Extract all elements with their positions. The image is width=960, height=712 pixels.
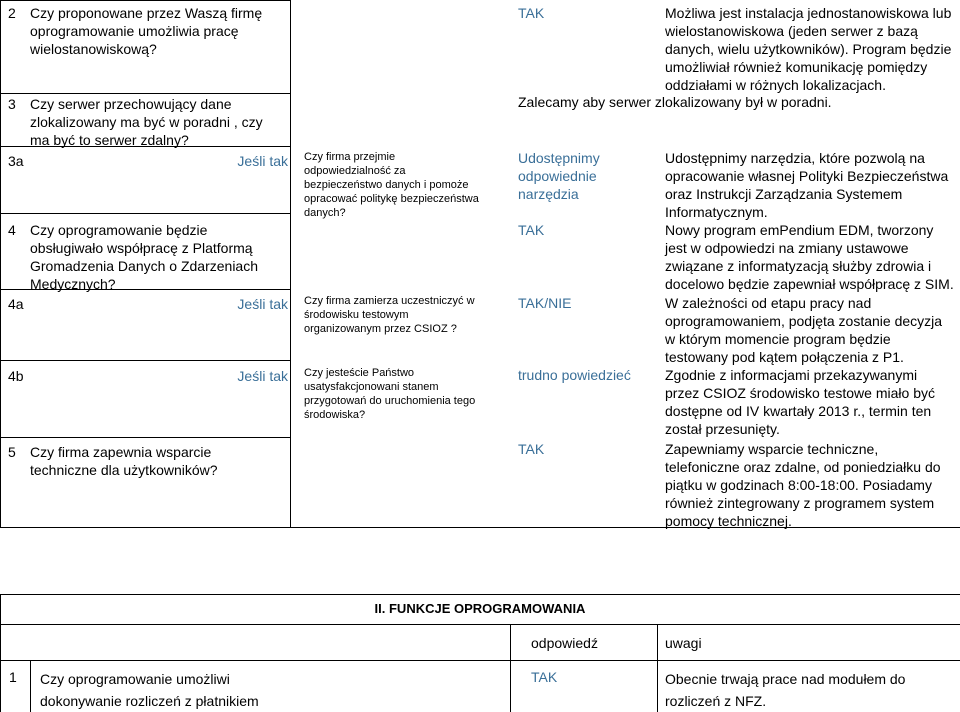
table1-border [290, 0, 291, 527]
table1-border [0, 93, 290, 94]
row-number: 4 [8, 222, 16, 238]
table1-border [0, 360, 290, 361]
table1-border [0, 0, 290, 1]
answer-text: TAK [518, 5, 545, 21]
row-number: 4b [8, 368, 24, 384]
condition-text: Jeśli tak [237, 153, 288, 169]
table1-border [0, 213, 290, 214]
remark-text: Zgodnie z informacjami przekazywanymi przez CSIOZ środowisko testowe miało być dostępne od IV kwartały 2013 r., termin ten został przesunięty. [665, 367, 935, 437]
answer-text: trudno powiedzieć [518, 367, 631, 383]
section-title: II. FUNKCJE OPROGRAMOWANIA [374, 601, 586, 616]
subquestion-text: Czy firma przejmie odpowiedzialność za bezpieczeństwo danych i pomoże opracować politykę bezpieczeństwa danych? [304, 151, 479, 219]
table2-border [0, 660, 960, 661]
remark-text: W zależności od etapu pracy nad oprogramowaniem, podjęta zostanie decyzja w którym momencie program będzie testowany pod kątem połączenia z P1. [665, 295, 943, 365]
table2-border [0, 624, 960, 625]
row-number: 1 [9, 669, 17, 685]
answer-text: TAK [518, 222, 545, 238]
row-number: 3a [8, 153, 24, 169]
table1-border [0, 437, 290, 438]
question-text: Czy proponowane przez Waszą firmę oprogramowanie umożliwia pracę wielostanowiskową? [30, 5, 263, 57]
condition-text: Jeśli tak [237, 368, 288, 384]
condition-text: Jeśli tak [237, 296, 288, 312]
subquestion-text: Czy firma zamierza uczestniczyć w środowisku testowym organizowanym przez CSIOZ ? [304, 295, 475, 335]
table2-border [30, 660, 31, 712]
question-text: Czy serwer przechowujący dane zlokalizowany ma być w poradni , czy ma być to serwer zdalny? [30, 96, 263, 148]
question-text: Czy firma zapewnia wsparcie techniczne dla użytkowników? [30, 444, 218, 478]
table2-border [510, 624, 511, 712]
remark-text: Zalecamy aby serwer zlokalizowany był w poradni. [518, 94, 832, 110]
subquestion-text: Czy jesteście Państwo usatysfakcjonowani stanem przygotowań do uruchomienia tego środowiska? [304, 367, 476, 421]
column-header-remarks: uwagi [665, 635, 702, 651]
question-text: Czy oprogramowanie umożliwi dokonywanie rozliczeń z płatnikiem [40, 671, 259, 709]
answer-text: TAK/NIE [518, 295, 572, 311]
question-text: Czy oprogramowanie będzie obsługiwało współpracę z Platformą Gromadzenia Danych o Zdarzeniach Medycznych? [30, 222, 259, 292]
row-number: 3 [8, 96, 16, 112]
remark-text: Zapewniamy wsparcie techniczne, telefoniczne oraz zdalne, od poniedziałku do piątku w godzinach 8:00-18:00. Posiadamy również zintegrowany z programem system pomocy technicznej. [665, 441, 941, 529]
remark-text: Nowy program emPendium EDM, tworzony jest w odpowiedzi na zmiany ustawowe związane z informatyzacją służby zdrowia i docelowo będzie zapewniał współpracę z SIM. [665, 222, 954, 292]
table2-border [657, 624, 658, 712]
table2-border [0, 594, 960, 595]
remark-text: Obecnie trwają prace nad modułem do rozliczeń z NFZ. [665, 671, 906, 709]
answer-text: TAK [531, 669, 558, 685]
row-number: 2 [8, 5, 16, 21]
row-number: 5 [8, 444, 16, 460]
column-header-answer: odpowiedź [531, 635, 598, 651]
answer-text: TAK [518, 441, 545, 457]
remark-text: Udostępnimy narzędzia, które pozwolą na opracowanie własnej Polityki Bezpieczeństwa oraz Instrukcji Zarządzania Systemem Informatycznym. [665, 150, 949, 220]
table1-border [0, 0, 1, 527]
remark-text: Możliwa jest instalacja jednostanowiskowa lub wielostanowiskowa (jeden serwer z bazą danych, wielu użytkowników). Program będzie umożliwiał również komunikację pomiędzy oddziałami w różnych lokalizacjach. [665, 5, 952, 93]
answer-text: Udostępnimy odpowiednie narzędzia [518, 150, 600, 202]
row-number: 4a [8, 296, 24, 312]
